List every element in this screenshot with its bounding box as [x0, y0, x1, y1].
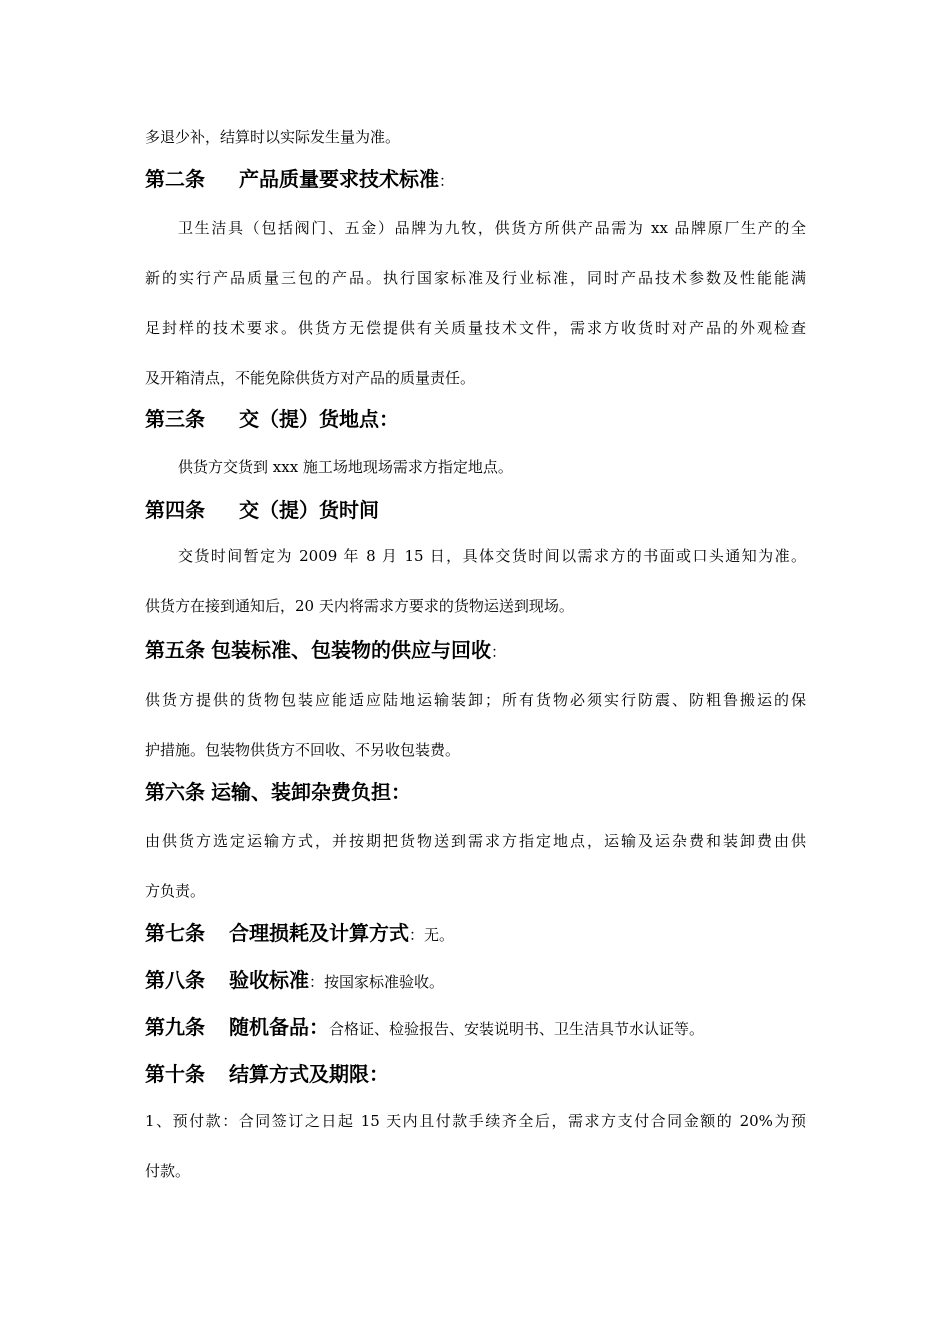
- article-number: 第七条: [145, 921, 205, 945]
- article-10-heading: [145, 1061, 389, 1087]
- article-title: 交（提）货地点：: [239, 407, 399, 431]
- article-number: 第三条: [145, 407, 205, 431]
- article-title: 验收标准: [229, 968, 309, 992]
- paragraph-line: 供货方在接到通知后，20 天内将需求方要求的货物运送到现场。: [145, 597, 574, 615]
- article-title: 随机备品：: [229, 1015, 329, 1039]
- article-8-heading: [145, 967, 444, 995]
- article-title-tail: ：无。: [409, 926, 455, 944]
- article-title: 产品质量要求技术标准: [239, 167, 439, 191]
- article-title: 交（提）货时间: [239, 498, 379, 522]
- article-title-tail: ：: [439, 172, 455, 190]
- article-number: 第六条: [145, 780, 205, 804]
- paragraph-line: 护措施。包装物供货方不回收、不另收包装费。: [145, 741, 461, 759]
- article-number: 第四条: [145, 498, 205, 522]
- article-title: 包装标准、包装物的供应与回收: [211, 638, 491, 662]
- article-2-heading: [145, 166, 454, 194]
- article-5-heading: [145, 637, 506, 665]
- article-number: 第五条: [145, 638, 205, 662]
- article-title: 合理损耗及计算方式: [229, 921, 409, 945]
- article-number: 第八条: [145, 968, 205, 992]
- paragraph-line: 供货方提供的货物包装应能适应陆地运输装卸；所有货物必须实行防震、防粗鲁搬运的保: [145, 691, 806, 709]
- article-title: 运输、装卸杂费负担：: [211, 780, 411, 804]
- paragraph-line: 交货时间暂定为 2009 年 8 月 15 日，具体交货时间以需求方的书面或口头通知为准。: [178, 547, 806, 565]
- paragraph-line: 付款。: [145, 1162, 191, 1180]
- paragraph-line: 新的实行产品质量三包的产品。执行国家标准及行业标准，同时产品技术参数及性能能满: [145, 269, 806, 287]
- paragraph-line: 多退少补，结算时以实际发生量为准。: [145, 128, 401, 146]
- article-number: 第二条: [145, 167, 205, 191]
- article-7-heading: [145, 920, 454, 948]
- article-number: 第九条: [145, 1015, 205, 1039]
- article-number: 第十条: [145, 1062, 205, 1086]
- article-title: 结算方式及期限：: [229, 1062, 389, 1086]
- paragraph-line: 足封样的技术要求。供货方无偿提供有关质量技术文件，需求方收货时对产品的外观检查: [145, 319, 806, 337]
- paragraph-line: 1、预付款：合同签订之日起 15 天内且付款手续齐全后，需求方支付合同金额的 20%为预: [145, 1112, 806, 1130]
- article-title-tail: ：按国家标准验收。: [309, 973, 445, 991]
- article-3-heading: [145, 406, 399, 432]
- paragraph-line: 卫生洁具（包括阀门、五金）品牌为九牧，供货方所供产品需为 xx 品牌原厂生产的全: [178, 219, 806, 237]
- article-title-tail: ：: [491, 643, 507, 661]
- paragraph-line: 由供货方选定运输方式，并按期把货物送到需求方指定地点，运输及运杂费和装卸费由供: [145, 832, 806, 850]
- paragraph-line: 方负责。: [145, 882, 206, 900]
- article-title-tail: 合格证、检验报告、安装说明书、卫生洁具节水认证等。: [329, 1020, 705, 1038]
- article-6-heading: [145, 779, 411, 805]
- paragraph-line: 供货方交货到 xxx 施工场地现场需求方指定地点。: [178, 458, 513, 476]
- paragraph-line: 及开箱清点，不能免除供货方对产品的质量责任。: [145, 369, 476, 387]
- article-9-heading: [145, 1014, 704, 1042]
- article-4-heading: [145, 497, 379, 523]
